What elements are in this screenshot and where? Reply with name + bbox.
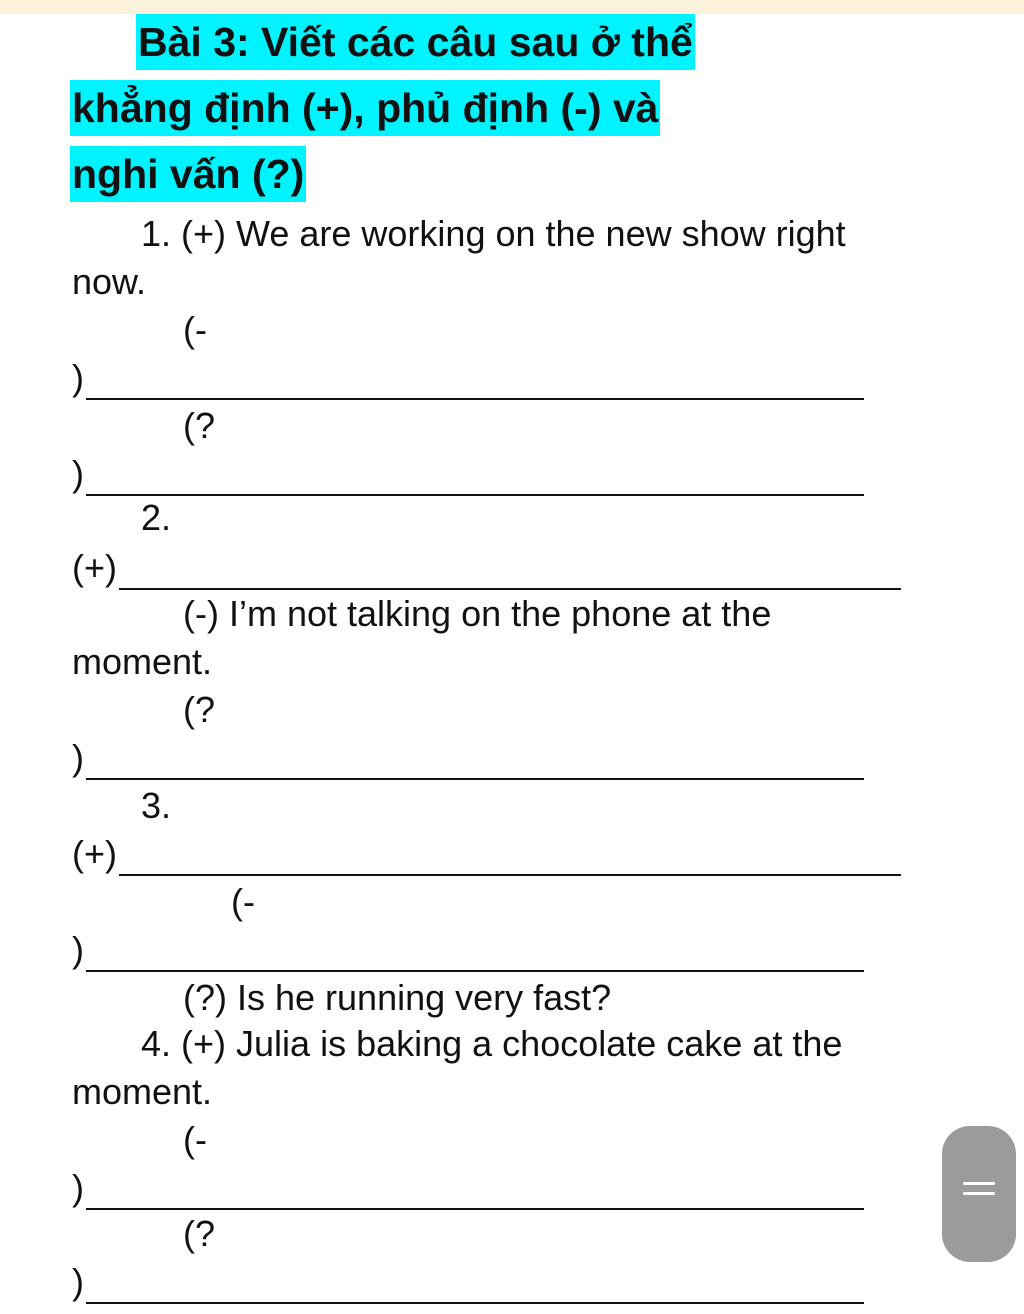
q1-question-close: )	[72, 453, 84, 494]
q3-negative-answer-line[interactable]	[72, 928, 864, 972]
q3-negative-close: )	[72, 929, 84, 970]
q2-number: 2.	[141, 497, 172, 538]
q1-negative-answer-line[interactable]	[72, 356, 864, 400]
q4-negative-label: (-	[183, 1119, 207, 1160]
q4-question-close: )	[72, 1261, 84, 1302]
q1-affirmative-line-1: 1. (+) We are working on the new show right	[141, 213, 846, 254]
q4-question-blank[interactable]	[86, 1272, 864, 1304]
q1-negative-label: (-	[183, 309, 207, 350]
title-line-2: khẳng định (+), phủ định (-) và	[70, 80, 660, 136]
q1-negative-blank[interactable]	[86, 368, 864, 400]
q3-question-line: (?) Is he running very fast?	[183, 977, 612, 1018]
top-strip	[0, 0, 1024, 14]
q2-affirmative-label: (+)	[72, 547, 117, 588]
q4-affirmative-line-2: moment.	[72, 1071, 213, 1112]
title-line-3: nghi vấn (?)	[70, 146, 306, 202]
q1-question-blank[interactable]	[86, 464, 864, 496]
q2-question-blank[interactable]	[86, 748, 864, 780]
q2-question-label: (?	[183, 689, 216, 730]
scroll-handle[interactable]	[942, 1126, 1016, 1262]
q4-question-answer-line[interactable]	[72, 1260, 864, 1304]
q3-affirmative-answer-line[interactable]	[72, 832, 901, 876]
q2-question-close: )	[72, 737, 84, 778]
q3-negative-blank[interactable]	[86, 940, 864, 972]
title-line-1: Bài 3: Viết các câu sau ở thể	[136, 14, 695, 70]
q3-number: 3.	[141, 785, 172, 826]
q3-negative-label: (-	[231, 881, 255, 922]
q4-question-label: (?	[183, 1213, 216, 1254]
q2-affirmative-answer-line[interactable]	[72, 546, 901, 590]
q4-negative-answer-line[interactable]	[72, 1166, 864, 1210]
q4-affirmative-line-1: 4. (+) Julia is baking a chocolate cake at the	[141, 1023, 843, 1064]
drag-handle-icon	[963, 1182, 995, 1185]
q2-question-answer-line[interactable]	[72, 736, 864, 780]
q3-affirmative-blank[interactable]	[119, 844, 901, 876]
q2-negative-line-2: moment.	[72, 641, 213, 682]
q2-negative-line-1: (-) I’m not talking on the phone at the	[183, 593, 772, 634]
q4-negative-close: )	[72, 1167, 84, 1208]
q2-affirmative-blank[interactable]	[119, 558, 901, 590]
q1-question-label: (?	[183, 405, 216, 446]
q1-affirmative-line-2: now.	[72, 261, 147, 302]
q3-affirmative-label: (+)	[72, 833, 117, 874]
drag-handle-icon	[963, 1192, 995, 1195]
q1-negative-close: )	[72, 357, 84, 398]
q4-negative-blank[interactable]	[86, 1178, 864, 1210]
q1-question-answer-line[interactable]	[72, 452, 864, 496]
